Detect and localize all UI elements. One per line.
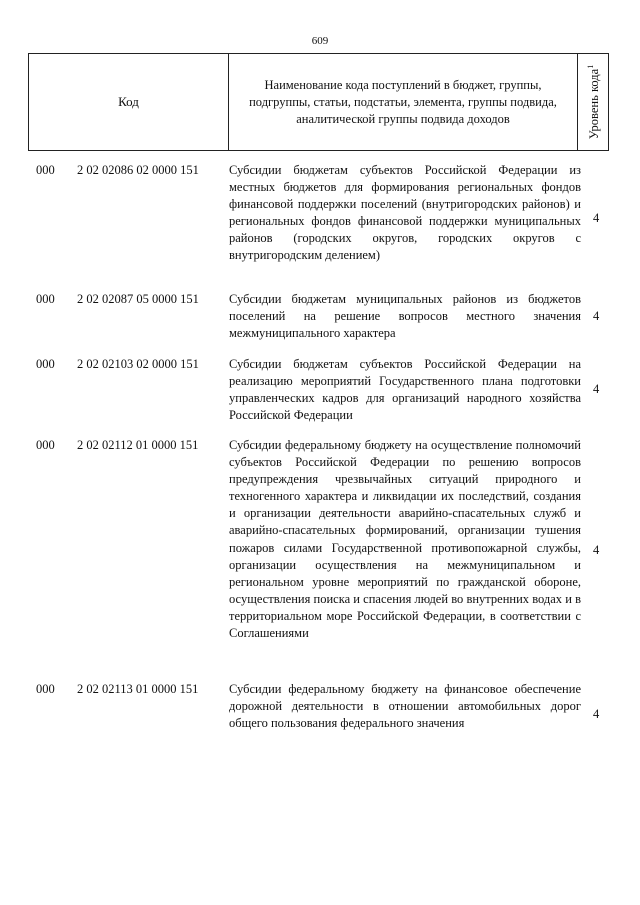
header-level-footnote: 1 xyxy=(585,64,595,69)
header-code: Код xyxy=(29,54,229,150)
row-kbk-code: 2 02 02103 02 0000 151 xyxy=(77,357,199,371)
header-name: Наименование кода поступлений в бюджет, группы, подгруппы, статьи, подстатьи, элемента, группы подвида, аналитической группы подвида доходов xyxy=(249,77,557,126)
row-name: Субсидии бюджетам субъектов Российской Федерации из местных бюджетов для формирования региональных фондов финансовой поддержки поселений (внутригородских районов) и региональных фондов финансовой поддержки муниципальных районов (городских округов, городских округов с внутригородским делением) xyxy=(229,163,581,263)
row-admin-code: 000 xyxy=(36,163,55,177)
row-admin-code: 000 xyxy=(36,438,55,452)
row-admin-code: 000 xyxy=(36,292,55,306)
row-kbk-code: 2 02 02112 01 0000 151 xyxy=(77,438,199,452)
row-name: Субсидии федеральному бюджету на финансовое обеспечение дорожной деятельности в отношении автомобильных дорог общего пользования федерального значения xyxy=(229,682,581,731)
row-level: 4 xyxy=(593,211,600,225)
table-header xyxy=(28,53,609,151)
header-level xyxy=(585,65,601,139)
row-level: 4 xyxy=(593,309,600,323)
row-admin-code: 000 xyxy=(36,682,55,696)
header-level-cell xyxy=(577,54,609,150)
row-level: 4 xyxy=(593,707,600,721)
row-kbk-code: 2 02 02087 05 0000 151 xyxy=(77,292,199,306)
header-level-label: Уровень кода xyxy=(586,68,601,140)
page-number: 609 xyxy=(311,35,329,47)
row-name: Субсидии бюджетам муниципальных районов из бюджетов поселений на решение вопросов местного значения межмуниципального характера xyxy=(229,292,581,341)
row-level: 4 xyxy=(593,543,600,557)
row-name: Субсидии федеральному бюджету на осуществление полномочий субъектов Российской Федерации по решению вопросов предупреждения чрезвычайных ситуаций природного и техногенного характера и ликвидации их последствий, создания и организации деятельности аварийно-спасательных служб и аварийно-спасательных формирований, организации тушения пожаров силами Государственной противопожарной службы, организации осуществления на межмуниципальном и региональном уровне мероприятий по гражданской обороне, осуществления поиска и спасения людей во внутренних водах и в территориальном море Российской Федерации, в соответствии с Соглашениями xyxy=(229,438,581,641)
row-kbk-code: 2 02 02113 01 0000 151 xyxy=(77,682,199,696)
row-name: Субсидии бюджетам субъектов Российской Федерации на реализацию мероприятий Государственного плана подготовки управленческих кадров для организаций народного хозяйства Российской Федерации xyxy=(229,357,581,423)
row-admin-code: 000 xyxy=(36,357,55,371)
row-level: 4 xyxy=(593,382,600,396)
row-kbk-code: 2 02 02086 02 0000 151 xyxy=(77,163,199,177)
